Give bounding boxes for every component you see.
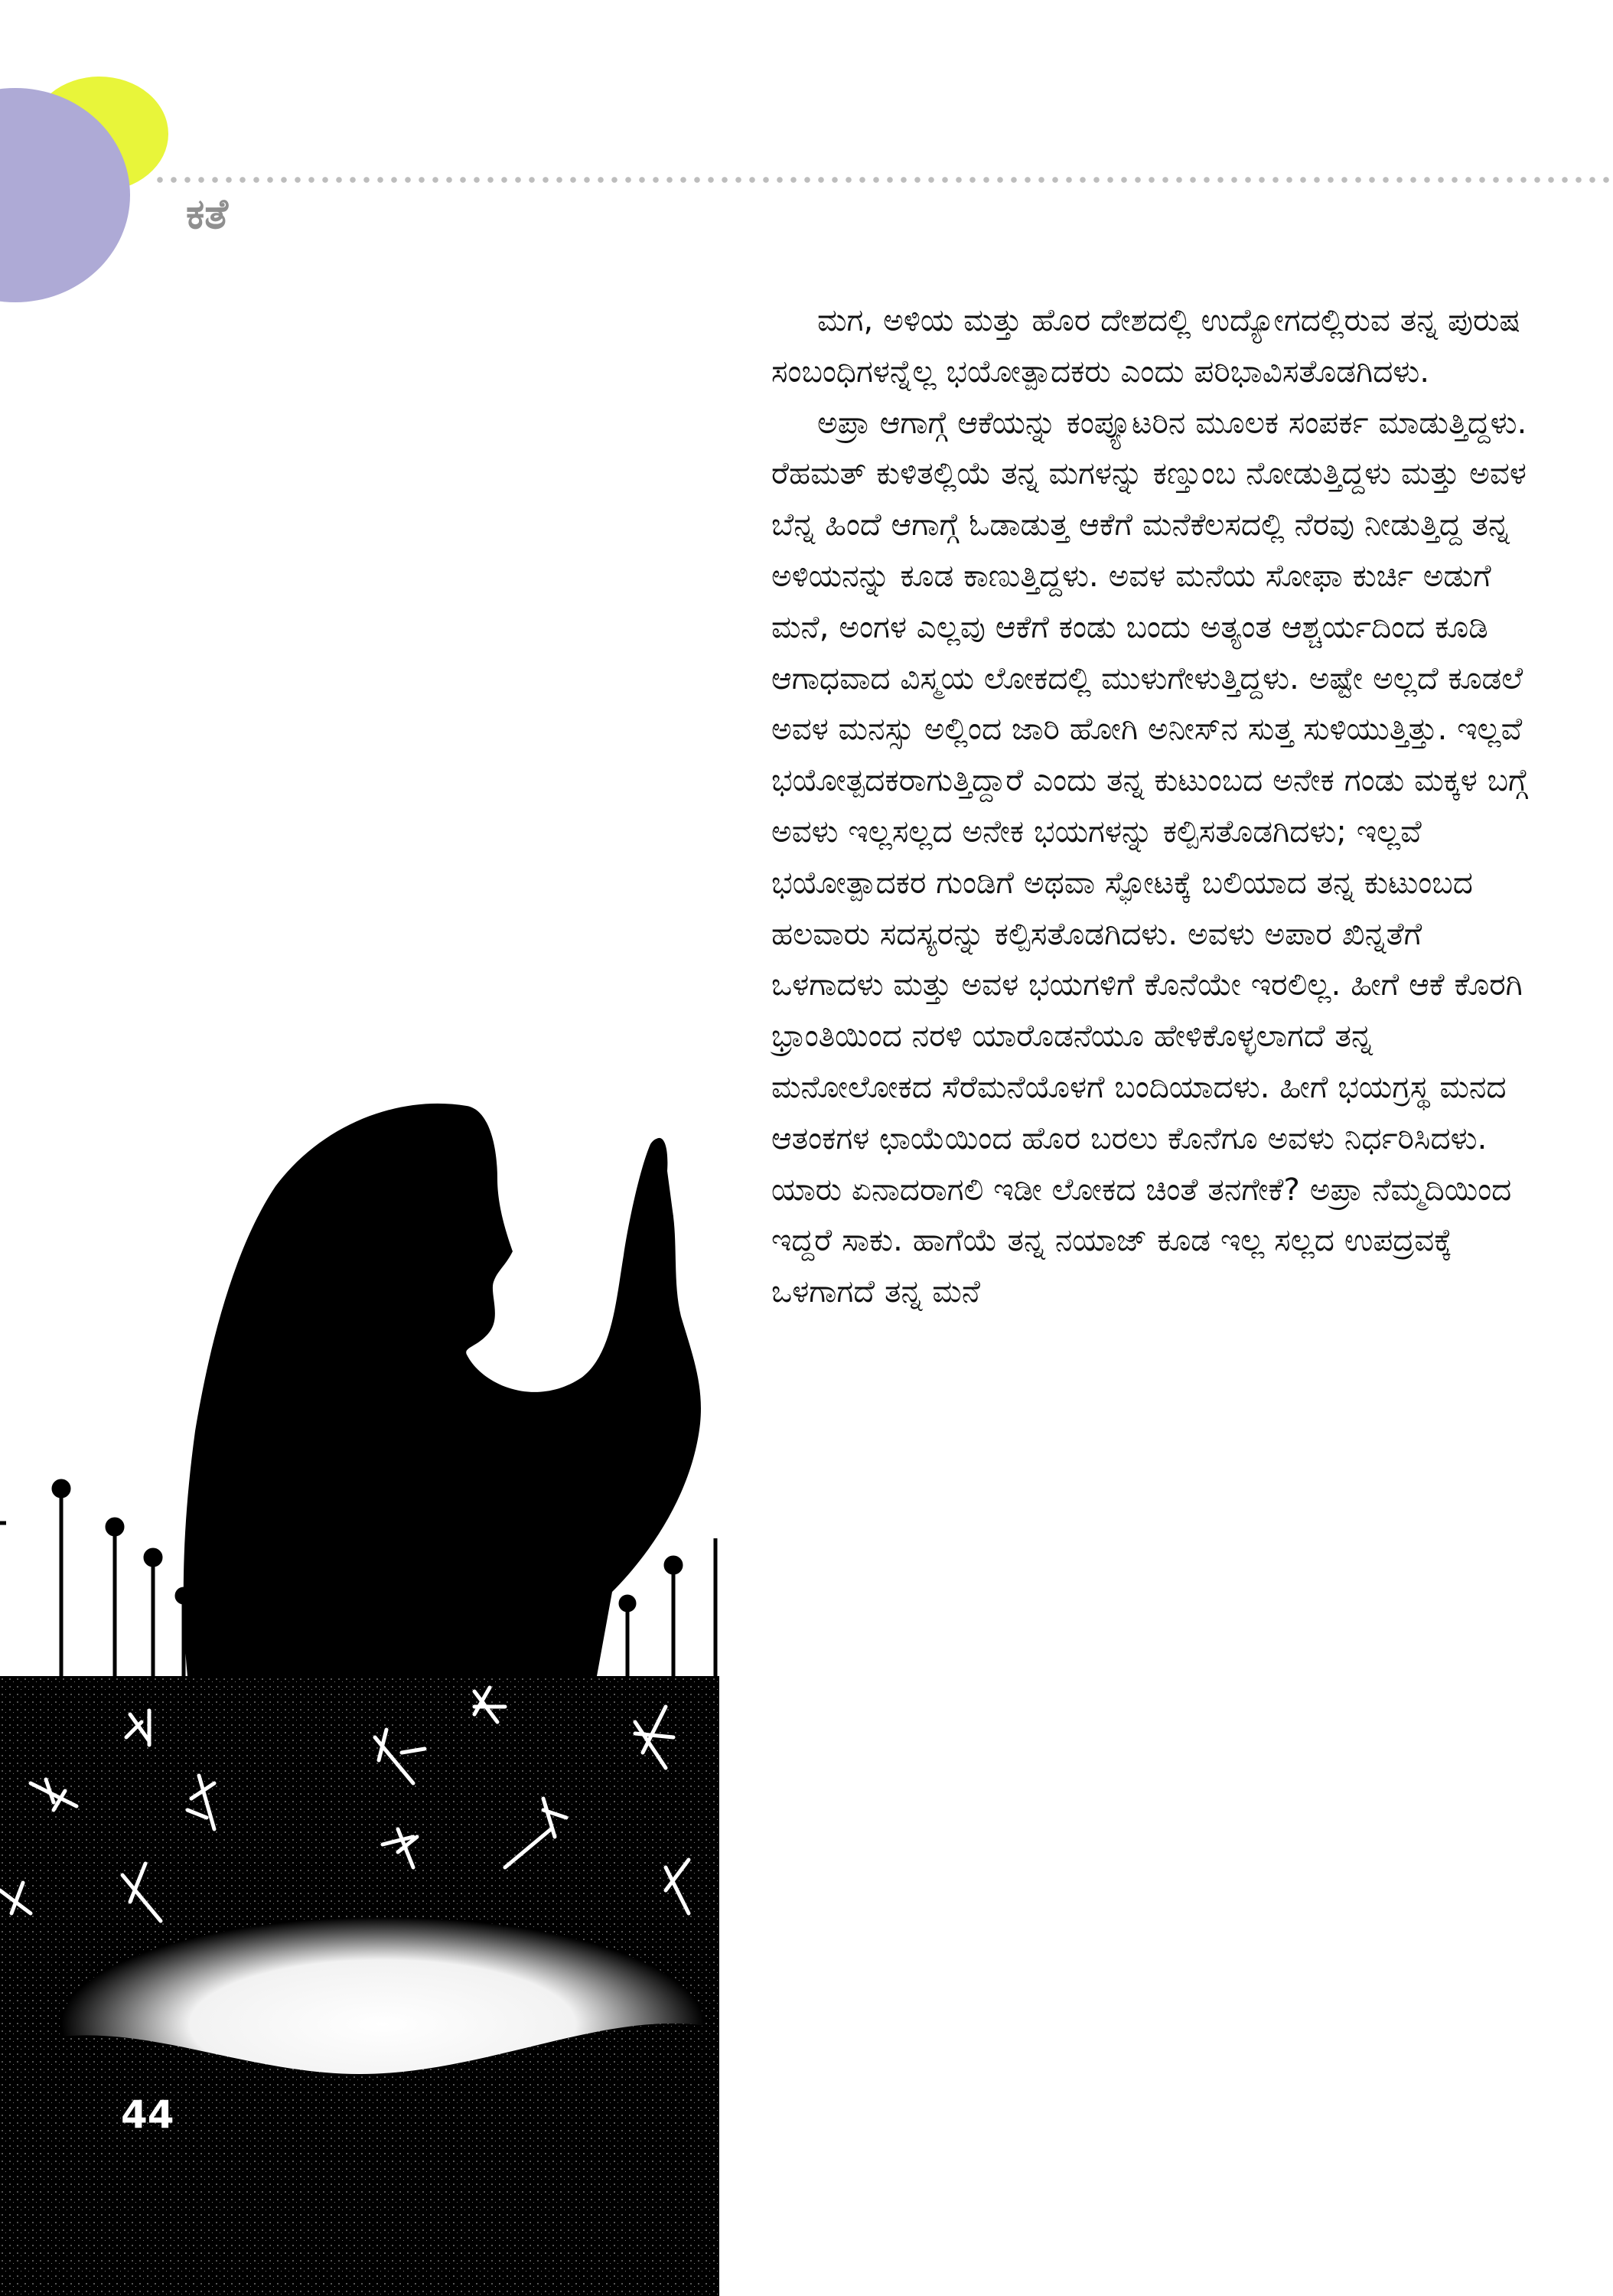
page-number: 44	[121, 2092, 174, 2137]
woman-silhouette	[184, 1104, 701, 1676]
section-label: ಕತೆ	[186, 190, 229, 238]
praying-woman-illustration	[0, 1064, 719, 2296]
story-paragraph: ಅಪ್ರಾ ಆಗಾಗ್ಗೆ ಆಕೆಯನ್ನು ಕಂಪ್ಯೂಟರಿನ ಮೂಲಕ ಸಂಪರ್ಕ ಮಾಡುತ್ತಿದ್ದಳು. ರೆಹಮತ್ ಕುಳಿತಲ್ಲಿಯೆ ತನ್ನ ಮಗಳನ್ನು ಕಣ್ತುಂಬ ನೋಡುತ್ತಿದ್ದಳು ಮತ್ತು ಅವಳ ಬೆನ್ನ ಹಿಂದೆ ಆಗಾಗ್ಗೆ ಓಡಾಡುತ್ತ ಆಕೆಗೆ ಮನೆಕೆಲಸದಲ್ಲಿ ನೆರವು ನೀಡುತ್ತಿದ್ದ ತನ್ನ ಅಳಿಯನನ್ನು ಕೂಡ ಕಾಣುತ್ತಿದ್ದಳು. ಅವಳ ಮನೆಯ ಸೋಫಾ ಕುರ್ಚಿ ಅಡುಗೆ ಮನೆ, ಅಂಗಳ ಎಲ್ಲವು ಆಕೆಗೆ ಕಂಡು ಬಂದು ಅತ್ಯಂತ ಆಶ್ಚರ್ಯದಿಂದ ಕೂಡಿ ಆಗಾಧವಾದ ವಿಸ್ಮಯ ಲೋಕದಲ್ಲಿ ಮುಳುಗೇಳುತ್ತಿದ್ದಳು. ಅಷ್ಟೇ ಅಲ್ಲದೆ ಕೂಡಲೆ ಅವಳ ಮನಸ್ಸು ಅಲ್ಲಿಂದ ಜಾರಿ ಹೋಗಿ ಅನೀಸ್‌ನ ಸುತ್ತ ಸುಳಿಯುತ್ತಿತ್ತು. ಇಲ್ಲವೆ ಭಯೋತ್ಪದಕರಾಗುತ್ತಿದ್ದಾರೆ ಎಂದು ತನ್ನ ಕುಟುಂಬದ ಅನೇಕ ಗಂಡು ಮಕ್ಕಳ ಬಗ್ಗೆ ಅವಳು ಇಲ್ಲಸಲ್ಲದ ಅನೇಕ ಭಯಗಳನ್ನು ಕಲ್ಪಿಸತೊಡಗಿದಳು; ಇಲ್ಲವೆ ಭಯೋತ್ಪಾದಕರ ಗುಂಡಿಗೆ ಅಥವಾ ಸ್ಫೋಟಕ್ಕೆ ಬಲಿಯಾದ ತನ್ನ ಕುಟುಂಬದ ಹಲವಾರು ಸದಸ್ಯರನ್ನು ಕಲ್ಪಿಸತೊಡಗಿದಳು. ಅವಳು ಅಪಾರ ಖಿನ್ನತೆಗೆ ಒಳಗಾದಳು ಮತ್ತು ಅವಳ ಭಯಗಳಿಗೆ ಕೊನೆಯೇ ಇರಲಿಲ್ಲ. ಹೀಗೆ ಆಕೆ ಕೊರಗಿ ಭ್ರಾಂತಿಯಿಂದ ನರಳಿ ಯಾರೊಡನೆಯೂ ಹೇಳಿಕೊಳ್ಳಲಾಗದೆ ತನ್ನ ಮನೋಲೋಕದ ಸೆರೆಮನೆಯೊಳಗೆ ಬಂದಿಯಾದಳು. ಹೀಗೆ ಭಯಗ್ರಸ್ಥ ಮನದ ಆತಂಕಗಳ ಛಾಯೆಯಿಂದ ಹೊರ ಬರಲು ಕೊನೆಗೂ ಅವಳು ನಿರ್ಧರಿಸಿದಳು. ಯಾರು ಏನಾದರಾಗಲಿ ಇಡೀ ಲೋಕದ ಚಿಂತೆ ತನಗೇಕೆ? ಅಪ್ರಾ ನೆಮ್ಮದಿಯಿಂದ ಇದ್ದರೆ ಸಾಕು. ಹಾಗೆಯೆ ತನ್ನ ನಯಾಜ್ ಕೂಡ ಇಲ್ಲ ಸಲ್ಲದ ಉಪದ್ರವಕ್ಕೆ ಒಳಗಾಗದೆ ತನ್ನ ಮನೆ	[771, 403, 1528, 1310]
story-paragraph: ಮಗ, ಅಳಿಯ ಮತ್ತು ಹೊರ ದೇಶದಲ್ಲಿ ಉದ್ಯೋಗದಲ್ಲಿರುವ ತನ್ನ ಪುರುಷ ಸಂಬಂಧಿಗಳನ್ನೆಲ್ಲ ಭಯೋತ್ಪಾದಕರು ಎಂದು ಪರಿಭಾವಿಸತೊಡಗಿದಳು.	[771, 302, 1520, 390]
story-text	[771, 295, 1536, 1317]
dotted-header-rule	[153, 176, 1613, 184]
